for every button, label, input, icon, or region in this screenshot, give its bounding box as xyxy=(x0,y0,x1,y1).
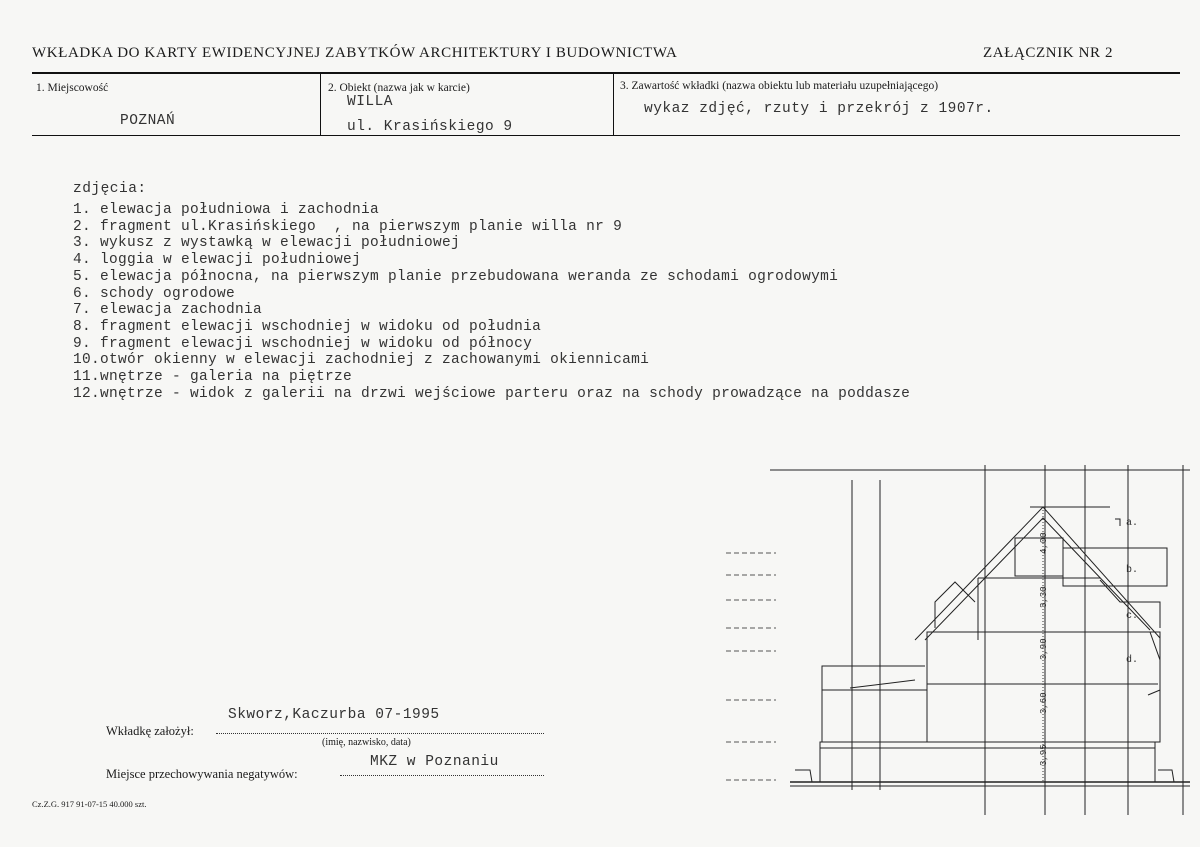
attachment-number: ZAŁĄCZNIK NR 2 xyxy=(983,45,1114,61)
content-label: 3. Zawartość wkładki (nazwa obiektu lub materiału uzupełniającego) xyxy=(620,80,939,92)
list-item: 2. fragment ul.Krasińskiego , na pierwszym planie willa nr 9 xyxy=(73,218,623,235)
negatives-label: Miejsce przechowywania negatywów: xyxy=(106,767,298,781)
list-item: 9. fragment elewacji wschodniej w widoku od północy xyxy=(73,335,533,352)
object-value-name: WILLA xyxy=(347,94,394,110)
level-label-b: b. xyxy=(1126,565,1139,576)
level-label-a: a. xyxy=(1126,518,1139,529)
dimension-label: 4,00 xyxy=(1039,532,1049,554)
dimension-label: 3,95 xyxy=(1039,744,1049,766)
level-label-d: d. xyxy=(1126,655,1139,666)
locality-label: 1. Miejscowość xyxy=(36,82,109,94)
list-item: 11.wnętrze - galeria na piętrze xyxy=(73,369,353,386)
object-value-address: ul. Krasińskiego 9 xyxy=(347,119,513,135)
dimension-label: 3,60 xyxy=(1039,692,1049,714)
dimension-label: 3,90 xyxy=(1039,638,1049,660)
photo-list xyxy=(73,202,910,402)
top-rule xyxy=(32,72,1180,74)
level-label-c: c. xyxy=(1126,611,1139,622)
print-code: Cz.Z.G. 917 91-07-15 40.000 szt. xyxy=(32,799,147,809)
negatives-value: MKZ w Poznaniu xyxy=(370,754,499,770)
list-item: 4. loggia w elewacji południowej xyxy=(73,252,362,269)
object-label: 2. Obiekt (nazwa jak w karcie) xyxy=(328,82,470,94)
photos-heading: zdjęcia: xyxy=(73,181,147,197)
locality-value: POZNAŃ xyxy=(120,113,176,129)
fields-bottom-rule xyxy=(32,135,1180,136)
header-title: WKŁADKA DO KARTY EWIDENCYJNEJ ZABYTKÓW ARCHITEKTURY I BUDOWNICTWA xyxy=(32,45,678,61)
list-item: 12.wnętrze - widok z galerii na drzwi wejściowe parteru oraz na schody prowadzące na poddasze xyxy=(73,385,911,402)
list-item: 7. elewacja zachodnia xyxy=(73,302,263,319)
negatives-dotted-line xyxy=(340,775,544,776)
field-divider-2 xyxy=(613,74,614,135)
dimension-label: 3,30 xyxy=(1039,586,1049,608)
founder-value: Skworz,Kaczurba 07-1995 xyxy=(228,707,440,723)
list-item: 6. schody ogrodowe xyxy=(73,285,236,302)
list-item: 8. fragment elewacji wschodniej w widoku od południa xyxy=(73,318,542,335)
field-divider-1 xyxy=(320,74,321,135)
list-item: 3. wykusz z wystawką w elewacji południowej xyxy=(73,235,461,252)
list-item: 10.otwór okienny w elewacji zachodniej z zachowanymi okiennicami xyxy=(73,352,650,369)
list-item: 5. elewacja północna, na pierwszym planie przebudowana weranda ze schodami ogrodowymi xyxy=(73,268,839,285)
building-section-drawing xyxy=(700,460,1190,830)
founder-hint: (imię, nazwisko, data) xyxy=(322,737,411,748)
list-item: 1. elewacja południowa i zachodnia xyxy=(73,202,380,218)
founder-label: Wkładkę założył: xyxy=(106,724,194,738)
content-value: wykaz zdjęć, rzuty i przekrój z 1907r. xyxy=(644,101,994,117)
founder-dotted-line xyxy=(216,733,544,734)
